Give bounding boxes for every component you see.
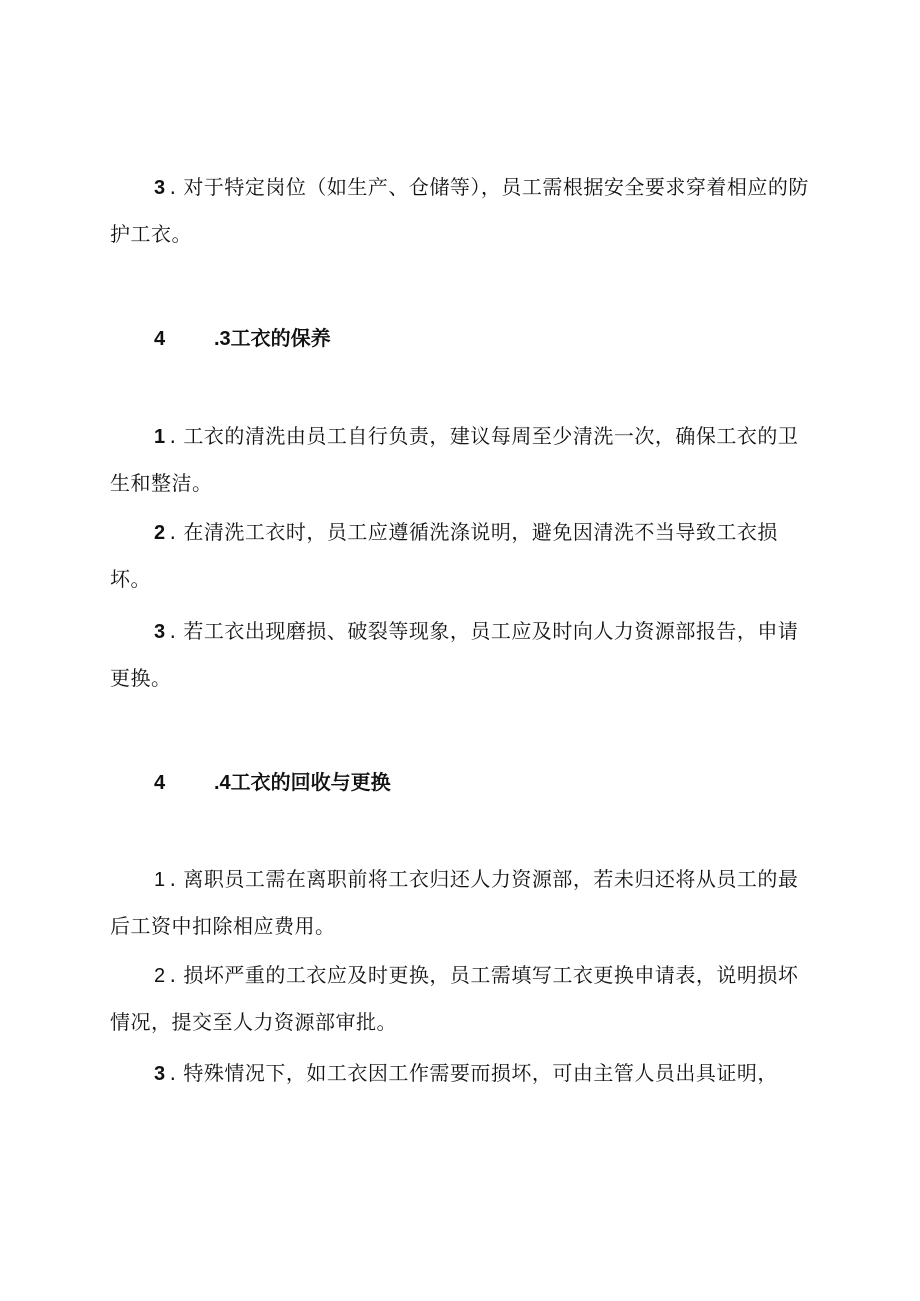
- paragraph-item-3: [110, 1050, 810, 1097]
- item-number: 3: [154, 621, 166, 643]
- item-number: 1: [154, 426, 166, 448]
- item-text: . 离职员工需在离职前将工衣归还人力资源部，若未归还将从员工的最后工资中扣除相应费用。: [110, 867, 799, 938]
- item-text: . 若工衣出现磨损、破裂等现象，员工应及时向人力资源部报告，申请更换。: [110, 619, 799, 690]
- item-text: . 工衣的清洗由员工自行负责，建议每周至少清洗一次，确保工衣的卫生和整洁。: [110, 424, 799, 495]
- heading-title: .3工衣的保养: [214, 328, 331, 350]
- paragraph-item-2: [110, 952, 810, 1045]
- paragraph-item-1: [110, 856, 810, 949]
- paragraph-item-3: [110, 164, 810, 257]
- item-number: 2: [154, 965, 166, 987]
- item-text: . 损坏严重的工衣应及时更换，员工需填写工衣更换申请表，说明损坏情况，提交至人力资源部审批。: [110, 963, 799, 1034]
- paragraph-item-1: [110, 413, 810, 506]
- item-number: 3: [154, 1063, 166, 1085]
- heading-title: .4工衣的回收与更换: [214, 772, 391, 794]
- paragraph-item-2: [110, 509, 810, 602]
- section-heading-4-4: [154, 768, 391, 798]
- item-number: 2: [154, 522, 166, 544]
- item-number: 3: [154, 177, 166, 199]
- section-heading-4-3: [154, 324, 331, 354]
- heading-number: 4: [154, 328, 166, 350]
- heading-number: 4: [154, 772, 166, 794]
- item-text: . 特殊情况下，如工衣因工作需要而损坏，可由主管人员出具证明，: [169, 1061, 778, 1085]
- item-text: . 在清洗工衣时，员工应遵循洗涤说明，避免因清洗不当导致工衣损坏。: [110, 520, 778, 591]
- item-number: 1: [154, 869, 166, 891]
- paragraph-item-3: [110, 608, 810, 701]
- item-text: . 对于特定岗位（如生产、仓储等），员工需根据安全要求穿着相应的防护工衣。: [110, 175, 809, 246]
